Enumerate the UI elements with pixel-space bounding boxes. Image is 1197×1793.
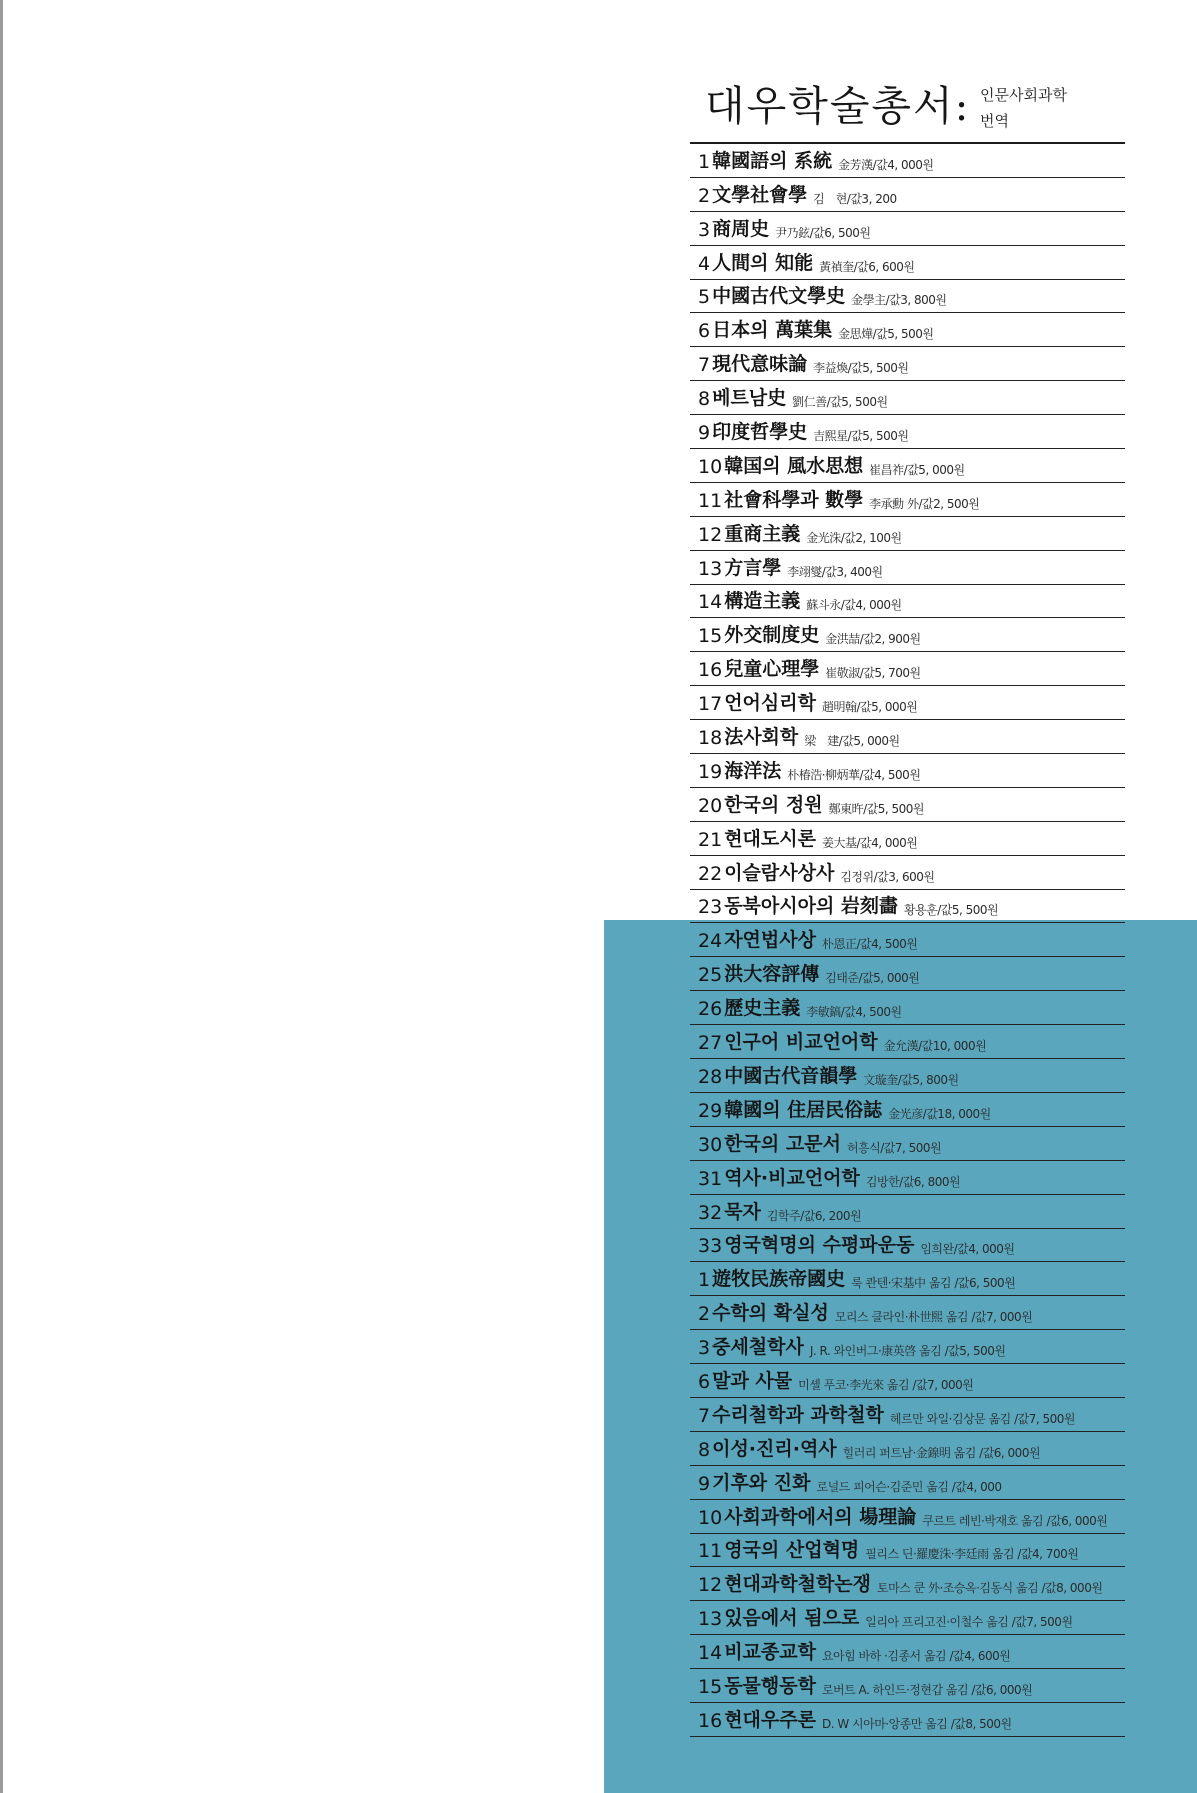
book-author-price: 로널드 피어슨·김준민 옮김 /값4, 000: [816, 1479, 1002, 1494]
book-author-price: 文璇奎/값5, 800원: [863, 1072, 959, 1087]
book-number: 27: [698, 1032, 723, 1055]
book-number: 19: [698, 760, 723, 783]
humanities-book-row: [690, 1059, 1125, 1093]
book-number: 20: [698, 794, 723, 817]
book-author-price: 힐러리 퍼트남·金䤼明 옮김 /값6, 000원: [842, 1445, 1041, 1460]
book-number: 11: [698, 489, 723, 512]
book-author-price: 李承勳 外/값2, 500원: [869, 496, 980, 511]
book-number: 18: [698, 727, 723, 750]
book-title: 法사회학: [724, 726, 799, 749]
book-author-price: 劉仁善/값5, 500원: [792, 395, 888, 410]
humanities-book-row: [690, 822, 1125, 856]
book-number: 6: [698, 1370, 711, 1393]
humanities-book-row: [690, 1127, 1125, 1161]
book-title: 外交制度史: [724, 624, 820, 647]
book-title: 韓國語의 系統: [712, 149, 833, 172]
translation-book-row: [690, 1432, 1125, 1466]
book-author-price: 鄭東旿/값5, 500원: [828, 801, 924, 816]
book-title: 자연법사상: [724, 929, 816, 952]
book-author-price: 金洪喆/값2, 900원: [825, 632, 921, 647]
book-author-price: 김태준/값5, 000원: [825, 971, 920, 986]
translation-book-row: [690, 1296, 1125, 1330]
book-title: 영국혁명의 수평파운동: [724, 1234, 915, 1257]
book-number: 8: [698, 388, 711, 411]
book-title: 歷史主義: [724, 997, 801, 1020]
book-number: 4: [698, 252, 711, 275]
book-number: 12: [698, 523, 723, 546]
book-number: 25: [698, 964, 723, 987]
book-number: 8: [698, 1438, 711, 1461]
book-author-price: 토마스 쿤 外·조승옥·김동식 옮김 /값8, 000원: [877, 1581, 1103, 1596]
book-author-price: 梁 建/값5, 000원: [804, 734, 900, 749]
humanities-book-row: [690, 618, 1125, 652]
book-author-price: 요아힘 바하 ·김종서 옮김 /값4, 600원: [821, 1649, 1011, 1664]
book-author-price: 김학주/값6, 200원: [766, 1208, 862, 1223]
book-number: 1: [698, 1269, 711, 1292]
book-author-price: 李敏鎬/값4, 500원: [806, 1005, 902, 1020]
humanities-book-row: [690, 551, 1125, 585]
humanities-book-row: [690, 720, 1125, 754]
book-title: 한국의 정원: [724, 793, 823, 816]
book-author-price: 黃禎奎/값6, 600원: [819, 259, 915, 274]
book-author-price: 모리스 클라인·朴世熙 옮김 /값7, 000원: [834, 1310, 1033, 1325]
humanities-book-row: [690, 1161, 1125, 1195]
book-number: 15: [698, 1675, 723, 1698]
book-number: 11: [698, 1540, 723, 1563]
page-edge: [0, 0, 3, 1793]
book-title: 중세철학사: [712, 1336, 804, 1359]
book-title: 方言學: [724, 556, 782, 579]
humanities-book-row: [690, 483, 1125, 517]
book-number: 1: [698, 150, 711, 173]
book-number: 14: [698, 591, 723, 614]
book-number: 6: [698, 320, 711, 343]
book-number: 28: [698, 1065, 723, 1088]
book-author-price: 김 현/값3, 200: [813, 191, 897, 206]
humanities-book-row: [690, 856, 1125, 890]
book-number: 16: [698, 1709, 723, 1732]
series-subtitle-translation: 번역: [980, 112, 1009, 130]
book-author-price: 김방한/값6, 800원: [865, 1174, 961, 1189]
book-author-price: 로버트 A. 하인드·정현갑 옮김 /값6, 000원: [821, 1682, 1033, 1697]
book-number: 10: [698, 1506, 723, 1529]
humanities-book-row: [690, 991, 1125, 1025]
book-author-price: 朴椿浩·柳炳華/값4, 500원: [787, 767, 921, 782]
book-list: [690, 144, 1125, 1737]
book-author-price: 허흥식/값7, 500원: [846, 1140, 942, 1155]
humanities-book-row: [690, 415, 1125, 449]
book-author-price: 姜大基/값4, 000원: [821, 835, 918, 850]
book-author-price: 미셸 푸코·李光來 옮김 /값7, 000원: [798, 1377, 974, 1392]
book-title: 수리철학과 과학철학: [712, 1403, 884, 1426]
book-title: 遊牧民族帝國史: [712, 1268, 846, 1291]
book-title: 韓國의 住居民俗誌: [724, 1098, 883, 1121]
book-author-price: 룩 콴텐·宋基中 옮김 /값6, 500원: [851, 1276, 1016, 1291]
book-author-price: D. W 시아마·앙종만 옮김 /값8, 500원: [821, 1716, 1012, 1731]
book-author-price: 김정위/값3, 600원: [840, 869, 935, 884]
book-title: 한국의 고문서: [724, 1132, 841, 1155]
book-number: 10: [698, 455, 723, 478]
book-title: 현대과학철학논쟁: [724, 1573, 872, 1596]
book-title: 洪大容評傳: [724, 963, 820, 986]
humanities-book-row: [690, 212, 1125, 246]
book-number: 16: [698, 659, 723, 682]
humanities-book-row: [690, 1229, 1125, 1263]
book-number: 13: [698, 557, 723, 580]
book-title: 人間의 知能: [712, 251, 814, 274]
humanities-book-row: [690, 517, 1125, 551]
book-title: 역사·비교언어학: [724, 1166, 860, 1189]
book-author-price: 쿠르트 레빈·박재호 옮김 /값6, 000원: [922, 1513, 1108, 1528]
book-title: 社會科學과 數學: [724, 488, 864, 511]
translation-book-row: [690, 1500, 1125, 1534]
book-number: 7: [698, 1404, 711, 1427]
book-title: 海洋法: [724, 759, 782, 782]
book-title: 있음에서 됨으로: [724, 1607, 860, 1630]
translation-book-row: [690, 1601, 1125, 1635]
humanities-book-row: [690, 1025, 1125, 1059]
book-number: 7: [698, 354, 711, 377]
book-title: 현대우주론: [724, 1708, 816, 1731]
book-number: 22: [698, 862, 723, 885]
book-number: 5: [698, 286, 711, 309]
book-title: 수학의 확실성: [712, 1302, 829, 1325]
book-author-price: 吉熙星/값5, 500원: [813, 429, 909, 444]
book-number: 12: [698, 1574, 723, 1597]
book-title: 동물행동학: [724, 1674, 816, 1697]
humanities-book-row: [690, 686, 1125, 720]
book-number: 9: [698, 1472, 711, 1495]
book-author-price: 일리아 프리고진·이철수 옮김 /값7, 500원: [865, 1615, 1073, 1630]
book-author-price: 임희완/값4, 000원: [920, 1242, 1015, 1257]
book-author-price: 崔昌祚/값5, 000원: [869, 462, 965, 477]
book-number: 17: [698, 693, 723, 716]
humanities-book-row: [690, 178, 1125, 212]
book-author-price: J. R. 와인버그·康英啓 옮김 /값5, 500원: [809, 1344, 1006, 1359]
book-author-price: 필리스 딘·羅慶洙·李廷雨 옮김 /값4, 700원: [865, 1547, 1079, 1562]
translation-book-row: [690, 1466, 1125, 1500]
book-author-price: 金學主/값3, 800원: [851, 293, 947, 308]
book-author-price: 金光彦/값18, 000원: [888, 1106, 991, 1121]
book-title: 中國古代文學史: [712, 285, 846, 308]
book-author-price: 李益煥/값5, 500원: [813, 361, 909, 376]
book-title: 이성·진리·역사: [712, 1437, 837, 1460]
book-title: 기후와 진화: [712, 1471, 811, 1494]
book-author-price: 朴恩正/값4, 500원: [821, 937, 918, 952]
book-author-price: 金允漢/값10, 000원: [883, 1039, 987, 1054]
book-number: 3: [698, 1337, 711, 1360]
book-title: 現代意味論: [712, 353, 808, 376]
book-author-price: 헤르만 와일·김상문 옮김 /값7, 500원: [889, 1411, 1075, 1426]
humanities-book-row: [690, 381, 1125, 415]
book-number: 3: [698, 218, 711, 241]
book-series-catalog: [690, 70, 1125, 1732]
book-number: 33: [698, 1235, 723, 1258]
book-number: 9: [698, 422, 711, 445]
translation-book-row: [690, 1364, 1125, 1398]
book-title: 비교종교학: [724, 1641, 816, 1664]
catalog-header: [690, 70, 1125, 140]
book-author-price: 황용훈/값5, 500원: [903, 903, 999, 918]
humanities-book-row: [690, 957, 1125, 991]
book-title: 말과 사물: [712, 1369, 793, 1392]
translation-book-row: [690, 1635, 1125, 1669]
book-number: 21: [698, 828, 723, 851]
book-title: 언어심리학: [724, 692, 816, 715]
book-author-price: 崔敬淑/값5, 700원: [825, 666, 921, 681]
humanities-book-row: [690, 313, 1125, 347]
book-title: 兒童心理學: [724, 658, 820, 681]
book-number: 15: [698, 625, 723, 648]
book-title: 현대도시론: [724, 827, 816, 850]
humanities-book-row: [690, 652, 1125, 686]
book-number: 2: [698, 1303, 711, 1326]
book-number: 14: [698, 1642, 723, 1665]
book-title: 인구어 비교언어학: [724, 1031, 878, 1054]
humanities-book-row: [690, 347, 1125, 381]
book-author-price: 金光洙/값2, 100원: [806, 530, 902, 545]
book-number: 13: [698, 1608, 723, 1631]
book-title: 中國古代音韻學: [724, 1064, 858, 1087]
book-number: 2: [698, 184, 711, 207]
book-author-price: 金芳漢/값4, 000원: [838, 157, 934, 172]
translation-book-row: [690, 1669, 1125, 1703]
book-number: 31: [698, 1167, 723, 1190]
book-author-price: 李翊燮/값3, 400원: [787, 564, 883, 579]
book-number: 26: [698, 998, 723, 1021]
book-number: 30: [698, 1133, 723, 1156]
humanities-book-row: [690, 449, 1125, 483]
humanities-book-row: [690, 246, 1125, 280]
book-number: 23: [698, 896, 723, 919]
book-title: 日本의 萬葉集: [712, 319, 833, 342]
humanities-book-row: [690, 788, 1125, 822]
book-title: 商周史: [712, 217, 770, 240]
book-title: 文學社會學: [712, 183, 808, 206]
book-title: 영국의 산업혁명: [724, 1539, 860, 1562]
book-author-price: 趙明翰/값5, 000원: [821, 700, 918, 715]
humanities-book-row: [690, 923, 1125, 957]
humanities-book-row: [690, 280, 1125, 314]
humanities-book-row: [690, 1195, 1125, 1229]
book-title: 印度哲學史: [712, 421, 808, 444]
humanities-book-row: [690, 1093, 1125, 1127]
book-number: 24: [698, 930, 723, 953]
book-title: 베트남史: [712, 387, 787, 410]
translation-book-row: [690, 1703, 1125, 1737]
book-author-price: 金思燁/값5, 500원: [838, 327, 934, 342]
translation-book-row: [690, 1567, 1125, 1601]
translation-book-row: [690, 1534, 1125, 1568]
book-title: 이슬람사상사: [724, 861, 835, 884]
book-title: 構造主義: [724, 590, 801, 613]
book-title: 韓国의 風水思想: [724, 454, 864, 477]
humanities-book-row: [690, 585, 1125, 619]
humanities-book-row: [690, 144, 1125, 178]
book-title: 묵자: [724, 1200, 761, 1223]
book-number: 32: [698, 1201, 723, 1224]
translation-book-row: [690, 1262, 1125, 1296]
series-subtitle-category: 인문사회과학: [980, 86, 1067, 104]
book-title: 사회과학에서의 場理論: [724, 1505, 917, 1528]
translation-book-row: [690, 1398, 1125, 1432]
series-title: 대우학술총서:: [705, 82, 971, 130]
translation-book-row: [690, 1330, 1125, 1364]
humanities-book-row: [690, 754, 1125, 788]
book-author-price: 尹乃鉉/값6, 500원: [775, 225, 871, 240]
humanities-book-row: [690, 890, 1125, 924]
book-title: 重商主義: [724, 522, 801, 545]
book-author-price: 蘇斗永/값4, 000원: [806, 598, 902, 613]
book-number: 29: [698, 1099, 723, 1122]
book-title: 동북아시아의 岩刻畵: [724, 895, 898, 918]
